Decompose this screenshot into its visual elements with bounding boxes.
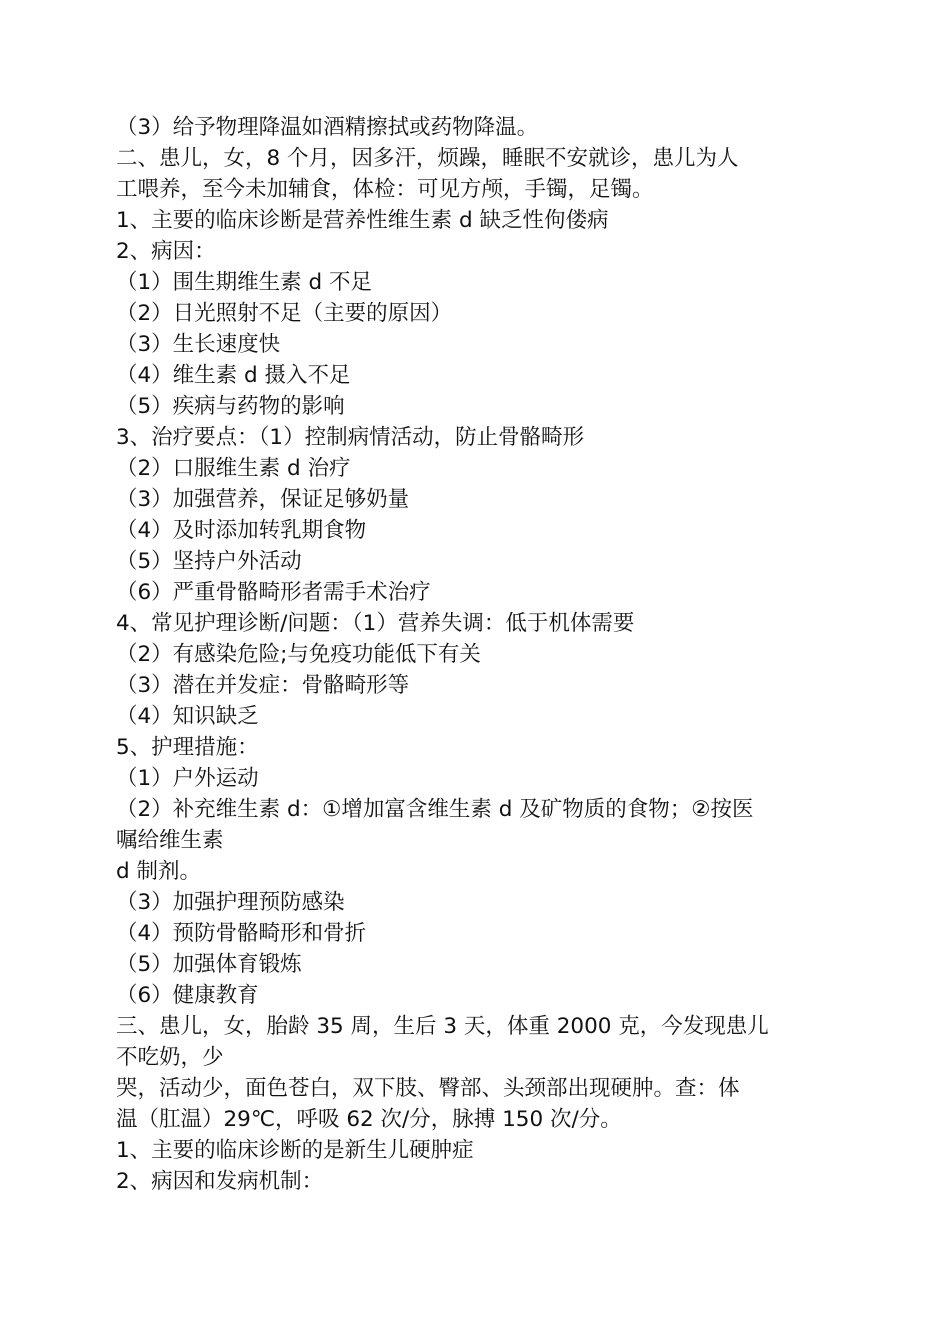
text-line: （3）给予物理降温如酒精擦拭或药物降温。 (116, 115, 539, 140)
text-line: （3）生长速度快 (116, 332, 281, 357)
text-line: （3）潜在并发症：骨骼畸形等 (116, 673, 410, 698)
text-line: （5）加强体育锻炼 (116, 952, 302, 977)
text-line: （4）知识缺乏 (116, 704, 259, 729)
text-line: 3、治疗要点：（1）控制病情活动，防止骨骼畸形 (116, 425, 585, 450)
text-line: 嘱给维生素 (116, 828, 224, 853)
text-line: （3）加强营养，保证足够奶量 (116, 487, 410, 512)
document-body (116, 112, 836, 1197)
text-line: （4）维生素 d 摄入不足 (116, 363, 351, 388)
text-line: （1）围生期维生素 d 不足 (116, 270, 372, 295)
text-line: （1）户外运动 (116, 766, 259, 791)
text-line: （5）疾病与药物的影响 (116, 394, 345, 419)
text-line: （2）日光照射不足（主要的原因） (116, 301, 453, 326)
text-line: （6）严重骨骼畸形者需手术治疗 (116, 580, 431, 605)
text-line: （6）健康教育 (116, 983, 259, 1008)
text-line: （2）有感染危险;与免疫功能低下有关 (116, 642, 481, 667)
text-line: 温（肛温）29℃，呼吸 62 次/分，脉搏 150 次/分。 (116, 1107, 622, 1132)
text-line: 不吃奶，少 (116, 1045, 224, 1070)
text-line: 2、病因： (116, 239, 216, 264)
text-line: 哭，活动少，面色苍白，双下肢、臀部、头颈部出现硬肿。查：体 (116, 1076, 740, 1101)
text-line: （2）口服维生素 d 治疗 (116, 456, 351, 481)
text-line: 5、护理措施： (116, 735, 259, 760)
text-line: d 制剂。 (116, 859, 201, 884)
text-line: （4）预防骨骼畸形和骨折 (116, 921, 367, 946)
text-line: （2）补充维生素 d：①增加富含维生素 d 及矿物质的食物；②按医 (116, 797, 754, 822)
text-line: 4、常见护理诊断/问题：（1）营养失调：低于机体需要 (116, 611, 635, 636)
text-line: 工喂养，至今未加辅食，体检：可见方颅，手镯，足镯。 (116, 177, 654, 202)
text-line: （3）加强护理预防感染 (116, 890, 345, 915)
text-line: 二、患儿，女，8 个月，因多汗，烦躁，睡眠不安就诊，患儿为人 (116, 146, 739, 171)
text-line: 三、患儿，女，胎龄 35 周，生后 3 天，体重 2000 克，今发现患儿 (116, 1014, 769, 1039)
text-line: （5）坚持户外活动 (116, 549, 302, 574)
text-line: 1、主要的临床诊断的是新生儿硬肿症 (116, 1138, 474, 1163)
text-line: 1、主要的临床诊断是营养性维生素 d 缺乏性佝偻病 (116, 208, 609, 233)
text-line: 2、病因和发病机制： (116, 1169, 324, 1194)
text-line: （4）及时添加转乳期食物 (116, 518, 367, 543)
